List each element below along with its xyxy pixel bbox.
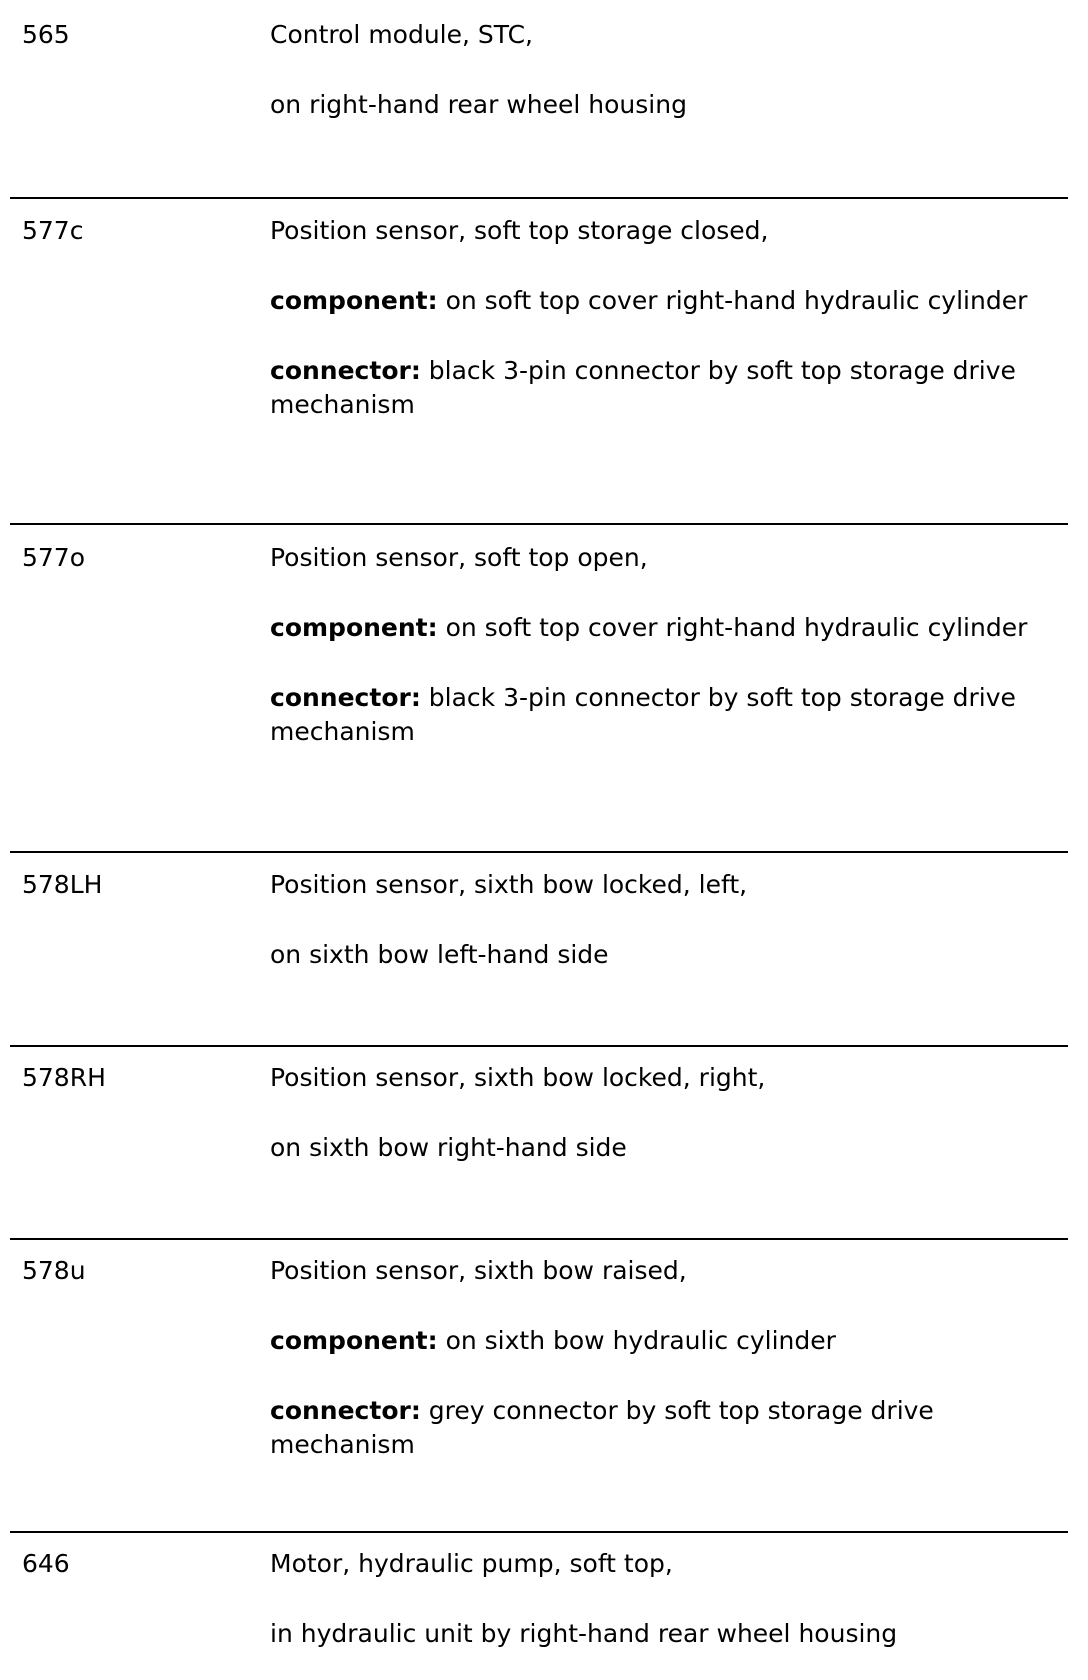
entry-title: Motor, hydraulic pump, soft top, — [270, 1549, 673, 1578]
entry-connector — [270, 354, 1040, 422]
entry-component — [270, 611, 1040, 645]
entry-code: 577o — [22, 543, 86, 572]
entry-connector — [270, 1394, 1040, 1462]
entry-description — [270, 214, 1040, 422]
component-text: on soft top cover right-hand hydraulic cylinder — [437, 613, 1028, 642]
divider — [10, 197, 1068, 199]
entry-title: Position sensor, soft top storage closed, — [270, 216, 769, 245]
component-label: component: — [270, 1326, 438, 1355]
divider — [10, 1238, 1068, 1240]
entry-code: 565 — [22, 20, 70, 49]
entry-title: Position sensor, sixth bow raised, — [270, 1256, 687, 1285]
connector-text: black 3-pin connector by soft top storage drive mechanism — [270, 356, 1016, 419]
entry-code: 578u — [22, 1256, 86, 1285]
entry-code: 577c — [22, 216, 84, 245]
entry-title: Position sensor, sixth bow locked, right, — [270, 1063, 766, 1092]
divider — [10, 523, 1068, 525]
connector-text: black 3-pin connector by soft top storage drive mechanism — [270, 683, 1016, 746]
entry-description — [270, 868, 1040, 972]
entry-description — [270, 1061, 1040, 1165]
entry-description — [270, 18, 1040, 122]
component-label: component: — [270, 613, 438, 642]
entry-connector — [270, 681, 1040, 749]
entry-location: on right-hand rear wheel housing — [270, 90, 687, 119]
entry-component — [270, 1324, 1040, 1358]
connector-label: connector: — [270, 683, 421, 712]
entry-code: 578RH — [22, 1063, 106, 1092]
connector-text: grey connector by soft top storage drive mechanism — [270, 1396, 934, 1459]
connector-label: connector: — [270, 356, 421, 385]
entry-description — [270, 1547, 1040, 1651]
entry-location: on sixth bow left-hand side — [270, 940, 609, 969]
entry-description — [270, 1254, 1040, 1462]
entry-title: Position sensor, sixth bow locked, left, — [270, 870, 748, 899]
divider — [10, 851, 1068, 853]
entry-title: Position sensor, soft top open, — [270, 543, 648, 572]
divider — [10, 1531, 1068, 1533]
entry-component — [270, 284, 1040, 318]
component-text: on soft top cover right-hand hydraulic cylinder — [437, 286, 1028, 315]
entry-location: in hydraulic unit by right-hand rear wheel housing — [270, 1619, 898, 1648]
component-text: on sixth bow hydraulic cylinder — [437, 1326, 836, 1355]
entry-title: Control module, STC, — [270, 20, 533, 49]
entry-code: 578LH — [22, 870, 103, 899]
entry-code: 646 — [22, 1549, 70, 1578]
entry-description — [270, 541, 1040, 749]
connector-label: connector: — [270, 1396, 421, 1425]
entry-location: on sixth bow right-hand side — [270, 1133, 627, 1162]
component-label: component: — [270, 286, 438, 315]
divider — [10, 1045, 1068, 1047]
